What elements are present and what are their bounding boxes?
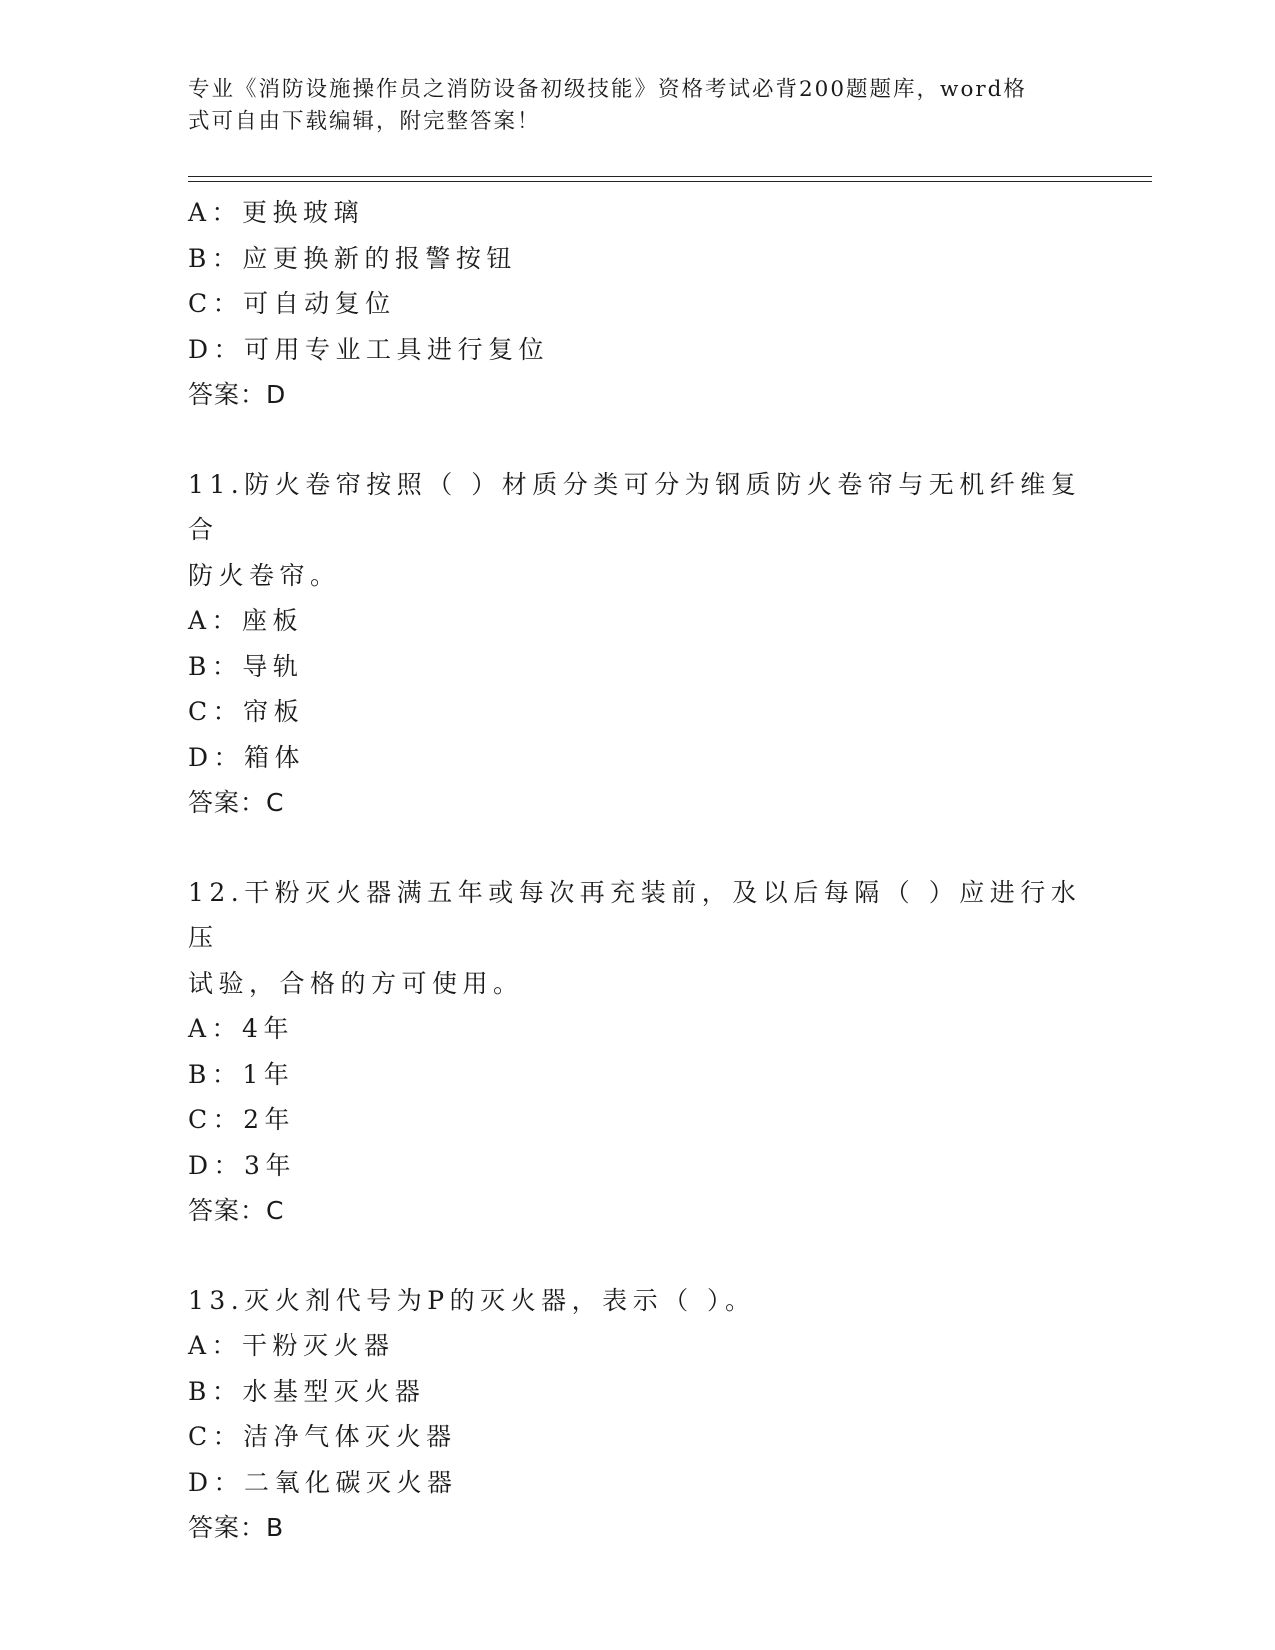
document-header (188, 74, 1068, 138)
answer-line: 答案：D (188, 380, 287, 409)
question-list (188, 190, 1088, 1551)
option-a: A：干粉灭火器 (188, 1331, 395, 1360)
option-d: D：3年 (188, 1150, 296, 1180)
header-line-1: 专业《消防设施操作员之消防设备初级技能》资格考试必背200题题库，word格 (188, 77, 1027, 102)
answer-line: 答案：C (188, 1196, 285, 1225)
header-line-2: 式可自由下载编辑，附完整答案！ (188, 109, 541, 134)
answer-line: 答案：C (188, 788, 285, 817)
question-stem-line-1: 11.防火卷帘按照（ ）材质分类可分为钢质防火卷帘与无机纤维复合 (188, 469, 1082, 544)
option-b: B：导轨 (188, 651, 304, 681)
option-b: B：1年 (188, 1059, 295, 1089)
option-c: C：洁净气体灭火器 (188, 1422, 457, 1451)
option-c: C：可自动复位 (188, 289, 396, 318)
option-d: D：二氧化碳灭火器 (188, 1467, 458, 1497)
question-stem-line-1: 12.干粉灭火器满五年或每次再充装前，及以后每隔（ ）应进行水压 (188, 877, 1082, 952)
option-a: A：4年 (188, 1014, 294, 1043)
question-stem-line-1: 13.灭火剂代号为P的灭火器，表示（ ）。 (188, 1285, 756, 1315)
option-d: D：可用专业工具进行复位 (188, 334, 550, 364)
header-divider-bottom (188, 181, 1152, 182)
option-c: C：2年 (188, 1105, 296, 1134)
question-stem-line-2: 试验，合格的方可使用。 (188, 968, 524, 998)
answer-line: 答案：B (188, 1513, 285, 1542)
option-a: A：更换玻璃 (188, 198, 365, 227)
question-block-12 (188, 870, 1088, 1234)
question-stem-line-2: 防火卷帘。 (188, 560, 341, 590)
option-a: A：座板 (188, 606, 304, 635)
option-b: B：应更换新的报警按钮 (188, 243, 517, 273)
question-block-11 (188, 462, 1088, 826)
option-d: D：箱体 (188, 742, 306, 772)
question-block-10 (188, 190, 1088, 418)
header-divider-top (188, 176, 1152, 177)
question-block-13 (188, 1278, 1088, 1551)
option-c: C：帘板 (188, 697, 305, 726)
option-b: B：水基型灭火器 (188, 1376, 426, 1406)
